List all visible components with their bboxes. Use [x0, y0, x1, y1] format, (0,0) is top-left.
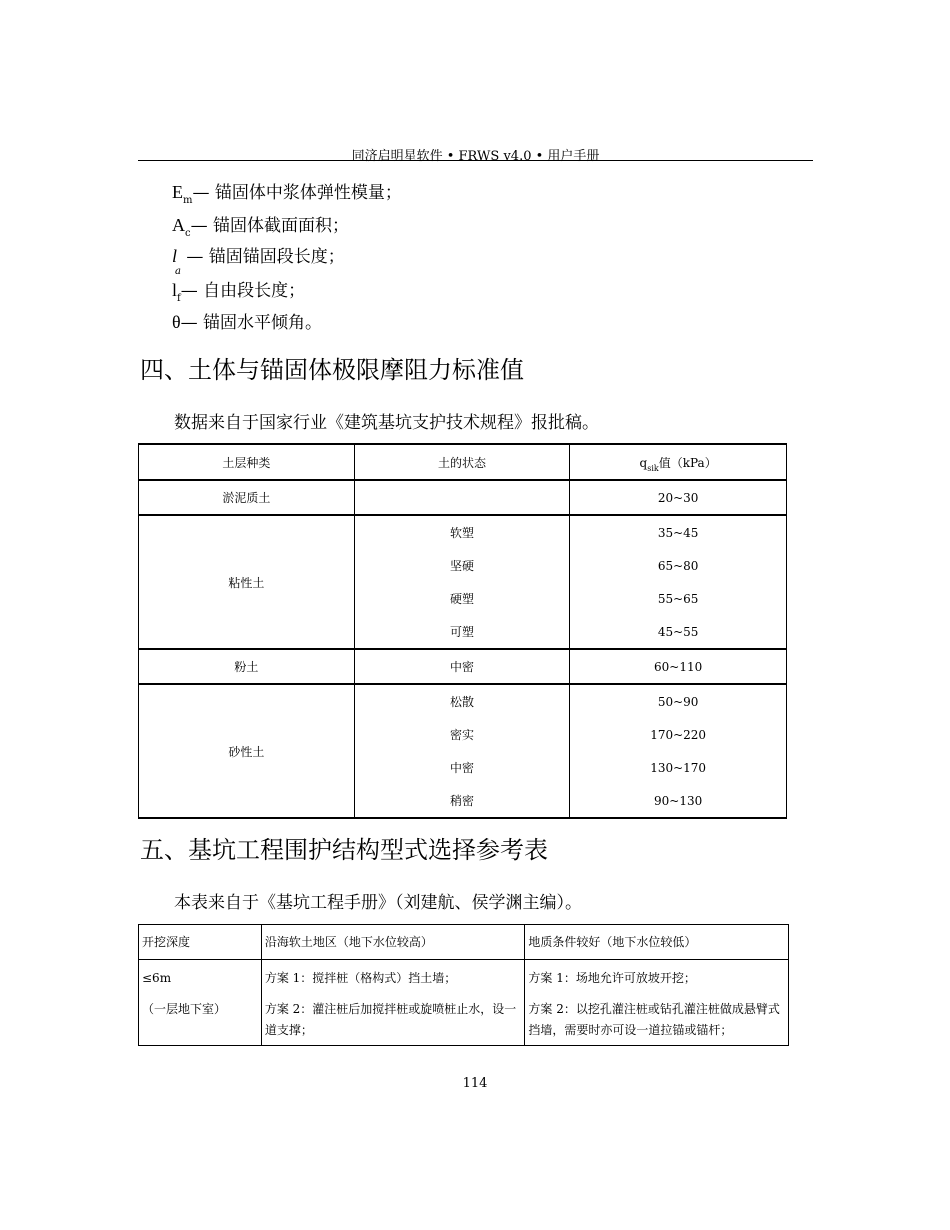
depth-note: （一层地下室） [142, 1002, 227, 1016]
table-row [139, 515, 787, 549]
table-row [139, 960, 789, 1046]
header-rule [138, 160, 813, 161]
soil-state-cell: 中密 [354, 751, 570, 784]
soil-state-cell: 密实 [354, 718, 570, 751]
soil-state-cell: 中密 [354, 649, 570, 684]
definition-text: — 锚固水平倾角。 [180, 313, 323, 333]
table-row [139, 480, 787, 515]
definition-subscript: m [183, 195, 193, 206]
definition-la [172, 246, 345, 277]
definition-symbol: l [172, 280, 178, 300]
q-subscript: sik [647, 463, 659, 473]
column-header: 土的状态 [354, 444, 570, 480]
soil-state-cell [354, 480, 570, 515]
soil-state-cell: 坚硬 [354, 549, 570, 582]
definition-em [172, 182, 402, 206]
definition-symbol: l [172, 246, 178, 266]
good-geology-cell [525, 960, 789, 1046]
coastal-cell [261, 960, 525, 1046]
soil-type-cell: 砂性土 [139, 684, 355, 818]
friction-table [138, 443, 787, 819]
friction-value-cell: 130~170 [570, 751, 787, 784]
soil-state-cell: 可塑 [354, 615, 570, 649]
column-header: 沿海软土地区（地下水位较高） [261, 925, 525, 960]
soil-state-cell: 稍密 [354, 784, 570, 818]
definition-subscript: a [175, 266, 181, 277]
table-header-row [139, 444, 787, 480]
definition-text: — 锚固体中浆体弹性模量； [192, 183, 402, 203]
soil-state-cell: 松散 [354, 684, 570, 718]
friction-value-cell: 35~45 [570, 515, 787, 549]
running-header: 同济启明星软件 • FRWS v4.0 • 用户手册 [351, 149, 600, 164]
q-symbol: q [639, 455, 648, 470]
section5-intro: 本表来自于《基坑工程手册》（刘建航、侯学渊主编）。 [174, 893, 582, 913]
definition-subscript: c [185, 228, 191, 239]
friction-value-cell: 170~220 [570, 718, 787, 751]
column-header: 地质条件较好（地下水位较低） [525, 925, 789, 960]
soil-state-cell: 硬塑 [354, 582, 570, 615]
depth-value: ≤6m [142, 971, 172, 985]
soil-type-cell: 淤泥质土 [139, 480, 355, 515]
definition-symbol: E [172, 182, 183, 202]
definition-subscript: f [177, 293, 181, 304]
section4-intro: 数据来自于国家行业《建筑基坑支护技术规程》报批稿。 [174, 413, 599, 433]
definition-symbol: A [172, 215, 185, 235]
definition-ac [172, 215, 349, 239]
retaining-structure-table [138, 924, 789, 1046]
depth-cell [139, 960, 262, 1046]
definition-text: — 自由段长度； [180, 281, 306, 301]
friction-value-cell: 20~30 [570, 480, 787, 515]
good-option-2: 方案 2：以挖孔灌注桩或钻孔灌注桩做成悬臂式挡墙，需要时亦可设一道拉锚或锚杆； [528, 1002, 780, 1037]
section5-heading: 五、基坑工程围护结构型式选择参考表 [140, 836, 548, 864]
column-header: 开挖深度 [139, 925, 262, 960]
coastal-option-2: 方案 2：灌注桩后加搅拌桩或旋喷桩止水，设一道支撑； [264, 1002, 517, 1037]
friction-value-cell: 60~110 [570, 649, 787, 684]
column-header: 土层种类 [139, 444, 355, 480]
good-option-1: 方案 1：场地允许可放坡开挖； [528, 971, 696, 985]
definition-text: — 锚固体截面面积； [190, 216, 350, 236]
friction-value-cell: 65~80 [570, 549, 787, 582]
friction-value-cell: 55~65 [570, 582, 787, 615]
section4-heading: 四、土体与锚固体极限摩阻力标准值 [140, 356, 524, 384]
definition-theta [172, 312, 322, 333]
soil-type-cell: 粘性土 [139, 515, 355, 649]
soil-type-cell: 粉土 [139, 649, 355, 684]
definition-lf [172, 280, 305, 304]
coastal-option-1: 方案 1：搅拌桩（格构式）挡土墙； [264, 971, 457, 985]
friction-value-cell: 50~90 [570, 684, 787, 718]
soil-state-cell: 软塑 [354, 515, 570, 549]
table-row [139, 684, 787, 718]
friction-value-cell: 90~130 [570, 784, 787, 818]
table-row [139, 649, 787, 684]
table-header-row [139, 925, 789, 960]
definition-symbol: θ [172, 312, 181, 332]
page-number: 114 [462, 1076, 488, 1091]
column-header [570, 444, 787, 480]
definition-text: — 锚固锚固段长度； [186, 247, 345, 267]
friction-value-cell: 45~55 [570, 615, 787, 649]
q-unit: 值（kPa） [658, 455, 717, 470]
